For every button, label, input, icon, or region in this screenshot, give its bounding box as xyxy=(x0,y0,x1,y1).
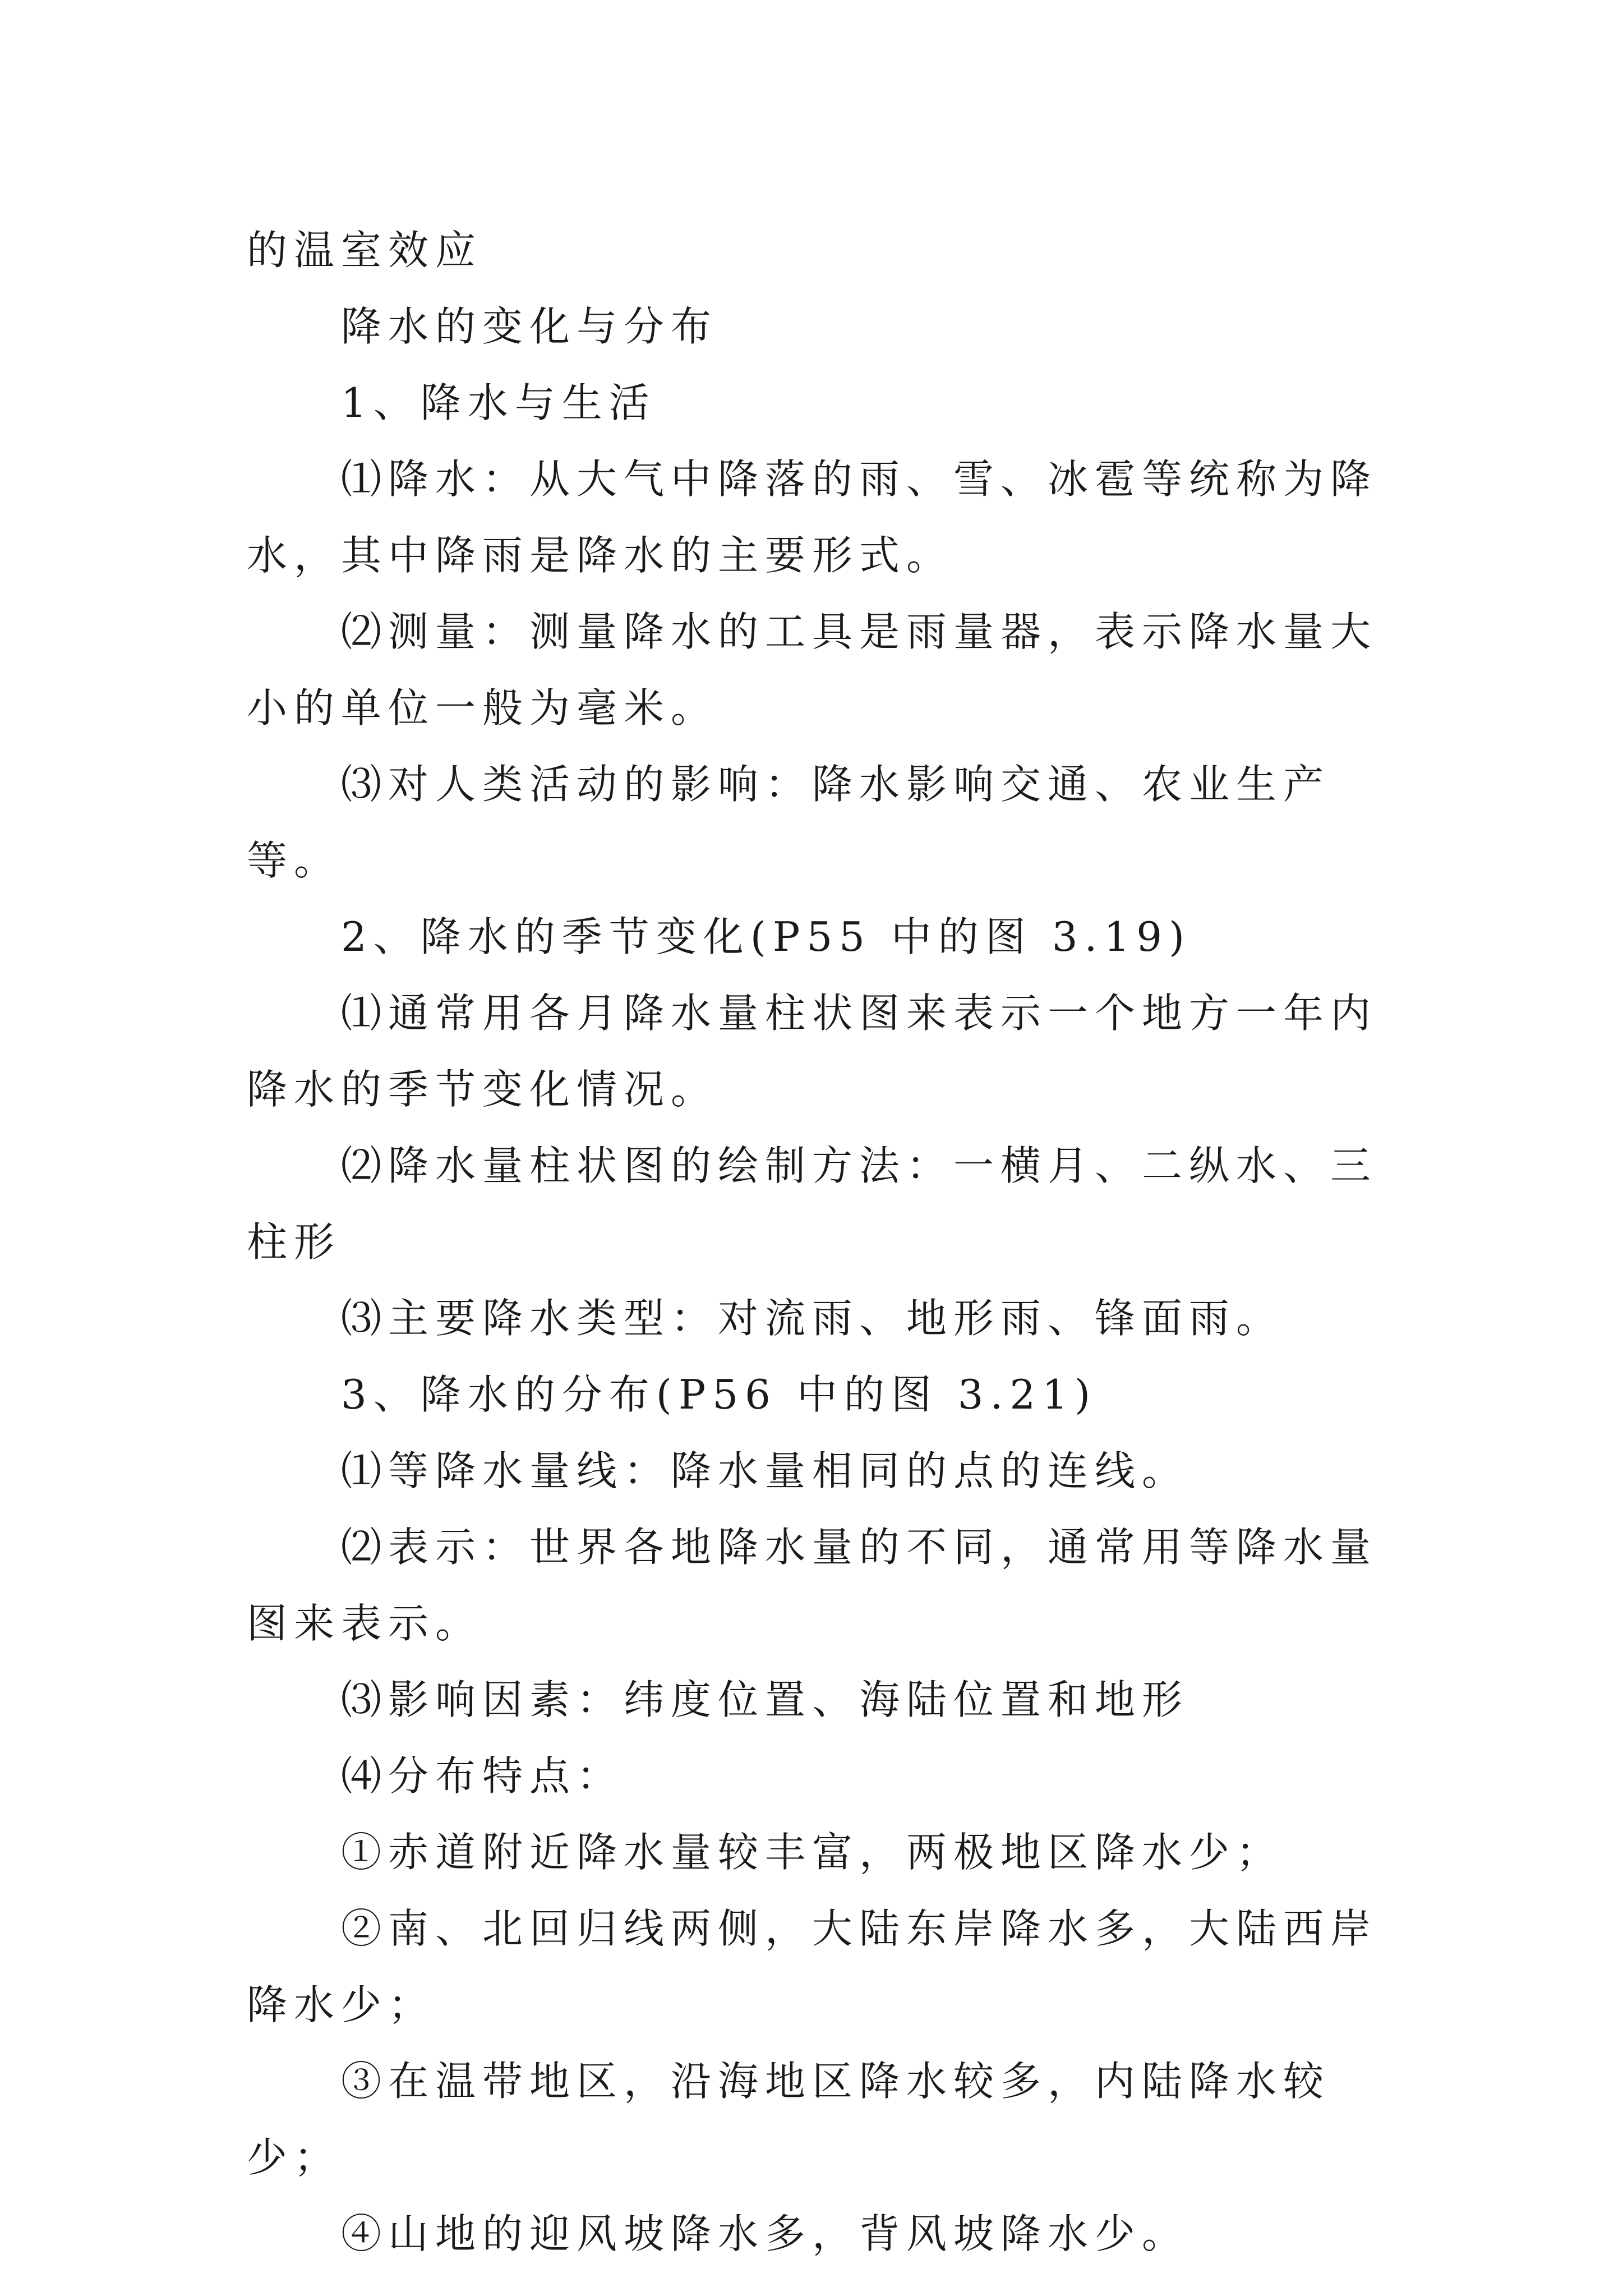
list-item: ①赤道附近降水量较丰富，两极地区降水少； xyxy=(341,1829,1284,1876)
paragraph: ⑴降水：从大气中降落的雨、雪、冰雹等统称为降水，其中降雨是降水的主要形式。 xyxy=(247,455,1378,579)
list-item: ②南、北回归线两侧，大陆东岸降水多，大陆西岸降水少； xyxy=(247,1905,1378,2028)
paragraph: ⑵表示：世界各地降水量的不同，通常用等降水量图来表示。 xyxy=(247,1524,1378,1647)
paragraph: ⑵测量：测量降水的工具是雨量器，表示降水量大小的单位一般为毫米。 xyxy=(247,608,1378,731)
list-item: ③在温带地区，沿海地区降水较多，内陆降水较少； xyxy=(247,2058,1331,2181)
paragraph: ⑴等降水量线：降水量相同的点的连线。 xyxy=(341,1447,1189,1494)
paragraph: ⑴通常用各月降水量柱状图来表示一个地方一年内降水的季节变化情况。 xyxy=(247,990,1378,1113)
list-item: ④山地的迎风坡降水多，背风坡降水少。 xyxy=(341,2210,1189,2257)
paragraph: ⑵降水量柱状图的绘制方法：一横月、二纵水、三柱形 xyxy=(247,1142,1378,1266)
subsection-heading: 1、降水与生活 xyxy=(341,379,656,426)
subsection-heading: 2、降水的季节变化(P55 中的图 3.19) xyxy=(341,913,1192,960)
paragraph: 的温室效应 xyxy=(247,227,483,274)
paragraph: ⑷分布特点： xyxy=(341,1752,624,1800)
document-body xyxy=(247,212,1391,2272)
subsection-heading: 3、降水的分布(P56 中的图 3.21) xyxy=(341,1371,1098,1418)
paragraph: ⑶对人类活动的影响：降水影响交通、农业生产等。 xyxy=(247,761,1331,884)
section-heading: 降水的变化与分布 xyxy=(341,303,718,350)
paragraph: ⑶主要降水类型：对流雨、地形雨、锋面雨。 xyxy=(341,1295,1284,1342)
paragraph: ⑶影响因素：纬度位置、海陆位置和地形 xyxy=(341,1676,1189,1723)
